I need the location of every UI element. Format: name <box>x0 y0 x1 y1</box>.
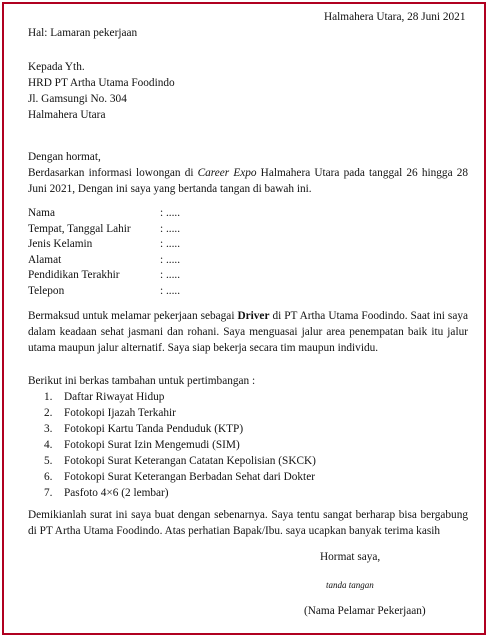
closing-paragraph: Demikianlah surat ini saya buat dengan sebenarnya. Saya tentu sangat berharap bisa bergabung di PT Artha Utama Foodindo. Atas perhatian Bapak/Ibu. saya ucapkan banyak terima kasih <box>28 509 468 537</box>
purpose-text-start: Bermaksud untuk melamar pekerjaan sebagai <box>28 310 238 322</box>
recipient-address: Jl. Gamsungi No. 304 <box>28 93 127 105</box>
identity-row: Jenis Kelamin : ..... <box>28 238 181 251</box>
list-item: 7. Pasfoto 4×6 (2 lembar) <box>44 487 169 499</box>
recipient-company: HRD PT Artha Utama Foodindo <box>28 77 175 89</box>
signature: tanda tangan <box>326 580 374 590</box>
attachments-list <box>28 389 316 501</box>
list-item: 4. Fotokopi Surat Izin Mengemudi (SIM) <box>44 439 240 451</box>
intro-text-end: Halmahera Utara pada tanggal 26 hingga 28 Juni 2021, Dengan ini saya yang bertanda tangan di bawah ini. <box>28 167 469 195</box>
purpose-text-end: di PT Artha Utama Foodindo. Saat ini saya dalam keadaan sehat jasmani dan rohani. Saya menguasai jalur area penempatan baik itu jalur utama maupun jalur alternatif. Saya siap bekerja secara tim maupun individu. <box>28 310 468 354</box>
identity-row: Tempat, Tanggal Lahir : ..... <box>28 222 181 235</box>
list-item: 2. Fotokopi Ijazah Terkahir <box>44 407 176 419</box>
list-item: 3. Fotokopi Kartu Tanda Penduduk (KTP) <box>44 423 244 435</box>
identity-row: Nama : ..... <box>28 207 181 219</box>
intro-paragraph <box>28 165 468 197</box>
subject-line: Hal: Lamaran pekerjaan <box>28 27 138 39</box>
identity-list <box>28 206 180 300</box>
place-date: Halmahera Utara, 28 Juni 2021 <box>324 11 466 23</box>
greeting: Dengan hormat, <box>28 151 101 163</box>
identity-row: Telepon : ..... <box>28 284 181 297</box>
list-item: 1. Daftar Riwayat Hidup <box>44 391 165 403</box>
list-item: 5. Fotokopi Surat Keterangan Catatan Kepolisian (SKCK) <box>44 455 316 467</box>
identity-row: Pendidikan Terakhir : ..... <box>28 269 181 282</box>
purpose-paragraph <box>28 308 468 356</box>
attachments-intro: Berikut ini berkas tambahan untuk pertimbangan : <box>28 375 256 387</box>
list-item: 6. Fotokopi Surat Keterangan Berbadan Sehat dari Dokter <box>44 471 315 483</box>
recipient-salutation: Kepada Yth. <box>28 61 85 73</box>
identity-row: Alamat : ..... <box>28 253 181 266</box>
intro-event-name: Career Expo <box>197 167 257 179</box>
intro-text-start: Berdasarkan informasi lowongan di <box>28 167 198 179</box>
regards: Hormat saya, <box>320 551 381 563</box>
job-title: Driver <box>237 310 270 322</box>
recipient-city: Halmahera Utara <box>28 109 106 121</box>
applicant-name: (Nama Pelamar Pekerjaan) <box>304 605 426 617</box>
